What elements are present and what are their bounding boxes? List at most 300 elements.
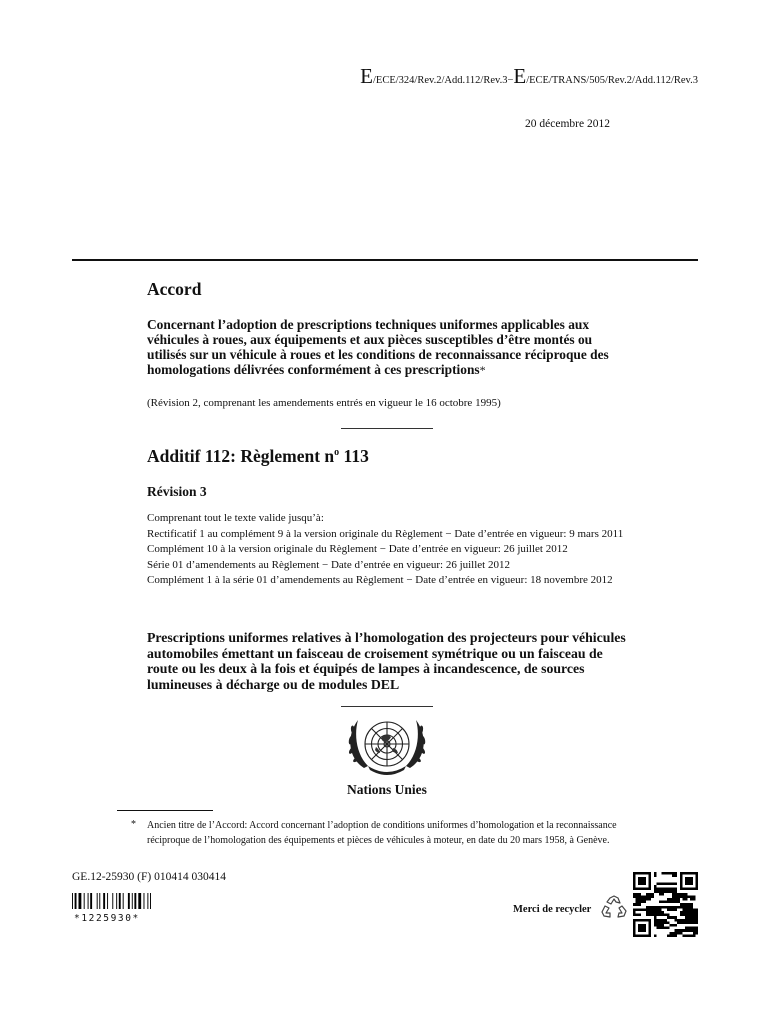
qr-cell [680,877,683,880]
qr-cell [659,908,662,911]
qr-cell [649,898,652,901]
qr-cell [633,875,636,878]
qr-cell [680,921,683,924]
qr-cell [662,919,665,922]
qr-cell [688,929,691,932]
barcode-bar [119,893,121,909]
barcode-bar [79,893,82,909]
qr-cell [695,885,698,888]
qr-cell [688,880,691,883]
barcode-bar [107,893,108,909]
qr-cell [659,890,662,893]
qr-cell [693,872,696,875]
qr-cell [643,901,646,904]
symbol-letter-e1: E [360,64,373,88]
agreement-revision-note: (Révision 2, comprenant les amendements entrés en vigueur le 16 octobre 1995) [147,397,501,409]
qr-cell [638,872,641,875]
qr-cell [664,882,667,885]
qr-cell [685,877,688,880]
barcode-bar [88,893,89,909]
qr-cell [669,890,672,893]
qr-cell [695,877,698,880]
qr-cell [664,914,667,917]
qr-cell [688,882,691,885]
qr-cell [641,895,644,898]
qr-cell [638,888,641,891]
contents-item: Série 01 d’amendements au Règlement − Date d’entrée en vigueur: 26 juillet 2012 [147,558,510,571]
qr-cell [677,919,680,922]
qr-cell [649,911,652,914]
qr-cell [677,895,680,898]
qr-cell [677,898,680,901]
qr-cell [656,890,659,893]
qr-cell [693,914,696,917]
qr-cell [638,898,641,901]
qr-cell [690,903,693,906]
qr-cell [659,927,662,930]
qr-cell [654,885,657,888]
qr-cell [633,914,636,917]
qr-cell [646,914,649,917]
qr-cell [672,934,675,937]
qr-cell [649,914,652,917]
qr-cell [682,898,685,901]
qr-cell [649,919,652,922]
qr-cell [662,872,665,875]
qr-cell [688,908,691,911]
qr-cell [690,929,693,932]
qr-cell [643,895,646,898]
qr-cell [677,893,680,896]
qr-cell [677,921,680,924]
qr-cell [680,914,683,917]
qr-cell [675,924,678,927]
qr-cell [667,882,670,885]
qr-cell [636,895,639,898]
barcode-bar [123,893,124,909]
qr-cell [675,901,678,904]
barcode-bar [147,893,148,909]
qr-cell [638,880,641,883]
qr-cell [672,898,675,901]
qr-cell [667,898,670,901]
qr-cell [641,888,644,891]
qr-cell [633,924,636,927]
qr-cell [638,914,641,917]
qr-cell [667,914,670,917]
qr-cell [636,872,639,875]
recycle-icon [599,894,629,922]
barcode-bar [132,893,133,909]
qr-cell [688,916,691,919]
qr-cell [643,872,646,875]
footnote-divider [117,810,213,811]
barcode-bar [97,893,98,909]
qr-cell [672,916,675,919]
qr-cell [690,927,693,930]
qr-cell [669,934,672,937]
qr-cell [667,906,670,909]
qr-cell [664,888,667,891]
qr-cell [659,893,662,896]
qr-cell [662,888,665,891]
qr-cell [633,882,636,885]
qr-cell [693,929,696,932]
qr-cell [677,929,680,932]
section-divider [341,428,433,429]
qr-cell [649,906,652,909]
qr-cell [669,882,672,885]
qr-cell [638,877,641,880]
qr-cell [667,927,670,930]
qr-cell [693,934,696,937]
qr-cell [688,877,691,880]
qr-cell [667,901,670,904]
qr-cell [649,921,652,924]
qr-cell [638,919,641,922]
qr-cell [695,919,698,922]
qr-cell [636,893,639,896]
qr-cell [695,916,698,919]
qr-cell [651,908,654,911]
qr-cell [688,927,691,930]
qr-cell [664,872,667,875]
qr-cell [690,911,693,914]
qr-cell [693,919,696,922]
qr-cell [662,882,665,885]
qr-cell [680,932,683,935]
document-date: 20 décembre 2012 [525,118,610,130]
qr-cell [682,872,685,875]
qr-cell [654,916,657,919]
qr-cell [669,906,672,909]
qr-cell [664,921,667,924]
barcode-bar [90,893,92,909]
qr-cell [633,877,636,880]
qr-cell [641,934,644,937]
qr-cell [680,929,683,932]
barcode-icon [72,893,187,915]
qr-cell [651,911,654,914]
qr-cell [636,914,639,917]
qr-cell [649,929,652,932]
qr-cell [633,932,636,935]
qr-cell [662,911,665,914]
qr-cell [654,919,657,922]
qr-cell [695,911,698,914]
qr-cell [675,906,678,909]
qr-cell [638,934,641,937]
qr-cell [675,888,678,891]
qr-cell [633,880,636,883]
qr-cell [649,908,652,911]
barcode-bar [128,893,130,909]
qr-cell [654,924,657,927]
qr-cell [641,919,644,922]
qr-cell [693,916,696,919]
qr-cell [638,927,641,930]
qr-cell [675,898,678,901]
qr-cell [667,934,670,937]
qr-cell [659,914,662,917]
qr-cell [649,934,652,937]
qr-cell [672,872,675,875]
qr-cell [672,888,675,891]
qr-cell [633,872,636,875]
qr-cell [690,906,693,909]
barcode-bar [103,893,105,909]
qr-cell [695,929,698,932]
qr-cell [685,908,688,911]
qr-cell [656,927,659,930]
footnote-text: Ancien titre de l’Accord: Accord concernant l’adoption de conditions uniformes d’homologation et la reconnaissance réciproque de l’homologation des équipements et pièces de véhicules à moteur, en date du 20 mars 1958, à Genève. [147,820,617,846]
addendum-title-prefix: Additif 112: Règlement n [147,446,335,466]
qr-cell [633,919,636,922]
qr-cell [656,908,659,911]
contents-intro: Comprenant tout le texte valide jusqu’à: [147,512,324,524]
regulation-subject: Prescriptions uniformes relatives à l’homologation des projecteurs pour véhicules automobiles émettant un faisceau de croisement symétrique ou un faisceau de route ou les deux à la fois et équipés de lampes à incandescence, de sources lumineuses à décharge ou de modules DEL [147,630,626,692]
qr-cell [672,908,675,911]
barcode-bar [99,893,100,909]
qr-cell [638,901,641,904]
qr-cell [685,906,688,909]
qr-cell [643,880,646,883]
contents-item: Rectificatif 1 au complément 9 à la version originale du Règlement − Date d’entrée en vigueur: 9 mars 2011 [147,527,624,540]
qr-cell [675,872,678,875]
qr-cell [664,919,667,922]
barcode-bar [144,893,145,909]
qr-cell [685,934,688,937]
qr-cell [672,924,675,927]
qr-cell [643,888,646,891]
qr-cell [685,893,688,896]
qr-cell [675,919,678,922]
section-divider [341,706,433,707]
contents-list [147,511,627,589]
qr-cell [646,888,649,891]
qr-cell [669,932,672,935]
qr-cell [682,911,685,914]
qr-cell [646,895,649,898]
barcode-bar [116,893,117,909]
qr-cell [646,872,649,875]
qr-cell [675,890,678,893]
qr-cell [675,934,678,937]
qr-cell [654,890,657,893]
header-divider [72,259,698,261]
qr-cell [649,932,652,935]
qr-cell [643,934,646,937]
qr-cell [649,877,652,880]
qr-cell [680,888,683,891]
qr-cell [646,893,649,896]
qr-cell [641,901,644,904]
barcode-bar [134,893,136,909]
qr-cell [680,872,683,875]
qr-cell [690,877,693,880]
qr-cell [641,877,644,880]
qr-cell [669,888,672,891]
qr-cell [667,872,670,875]
qr-cell [641,927,644,930]
qr-cell [662,921,665,924]
qr-cell [641,880,644,883]
qr-cell [695,908,698,911]
qr-cell [685,916,688,919]
qr-cell [669,924,672,927]
qr-cell [685,927,688,930]
qr-cell [641,929,644,932]
qr-cell [682,895,685,898]
qr-cell [643,929,646,932]
qr-cell [685,872,688,875]
un-emblem-icon [338,710,436,784]
qr-cell [677,932,680,935]
qr-cell [664,906,667,909]
qr-cell [682,893,685,896]
qr-cell [693,898,696,901]
qr-cell [656,888,659,891]
qr-cell [669,898,672,901]
qr-cell [680,882,683,885]
symbol-part-1: /ECE/324/Rev.2/Add.112/Rev.3 [373,75,508,86]
qr-cell [682,919,685,922]
qr-cell [633,888,636,891]
qr-cell [685,914,688,917]
barcode-bar [72,893,73,909]
qr-cell [688,888,691,891]
qr-cell [638,882,641,885]
qr-cell [690,921,693,924]
qr-cell [675,916,678,919]
qr-cell [680,875,683,878]
addendum-title-suffix: 113 [339,446,369,466]
qr-cell [638,893,641,896]
qr-cell [682,921,685,924]
qr-cell [656,882,659,885]
qr-cell [682,934,685,937]
qr-cell [672,882,675,885]
qr-cell [688,872,691,875]
qr-cell [693,927,696,930]
qr-cell [672,932,675,935]
qr-cell [690,898,693,901]
qr-cell [680,919,683,922]
qr-cell [654,906,657,909]
qr-cell [675,882,678,885]
symbol-separator: − [507,75,514,86]
recycle-message: Merci de recycler [513,904,592,915]
qr-cell [659,919,662,922]
barcode-bar [112,893,113,909]
qr-cell [695,927,698,930]
qr-cell [633,927,636,930]
qr-cell [695,880,698,883]
qr-cell [667,908,670,911]
symbol-letter-e2: E [513,64,527,88]
qr-cell [649,893,652,896]
qr-cell [649,924,652,927]
qr-cell [682,929,685,932]
document-symbol [270,64,698,89]
qr-cell [682,906,685,909]
qr-cell [675,932,678,935]
qr-cell [656,914,659,917]
qr-cell [688,903,691,906]
qr-cell [664,927,667,930]
qr-cell [649,895,652,898]
qr-cell [656,906,659,909]
qr-cell [685,929,688,932]
qr-cell [651,895,654,898]
qr-cell [693,888,696,891]
qr-cell [659,882,662,885]
qr-cell [633,929,636,932]
qr-cell [662,927,665,930]
qr-cell [667,888,670,891]
qr-cell [667,921,670,924]
qr-cell [695,888,698,891]
qr-cell [643,924,646,927]
qr-cell [682,903,685,906]
qr-cell [654,872,657,875]
qr-cell [659,921,662,924]
qr-cell [659,901,662,904]
qr-cell [669,901,672,904]
qr-cell [659,924,662,927]
qr-cell [690,908,693,911]
qr-cell [695,875,698,878]
agreement-concerning-text: Concernant l’adoption de prescriptions techniques uniformes applicables aux véhicules à roues, aux équipements et aux pièces susceptibles d’être montés ou utilisés sur un véhicule à roues et les conditions de reconnaissance réciproque des homologations délivrées conformément à ces prescriptions [147,317,609,377]
qr-cell [656,919,659,922]
qr-cell [651,893,654,896]
qr-cell [636,903,639,906]
qr-cell [654,875,657,878]
qr-cell [654,911,657,914]
contents-item: Complément 1 à la série 01 d’amendements au Règlement − Date d’entrée en vigueur: 18 novembre 2012 [147,574,613,586]
qr-cell [675,895,678,898]
qr-cell [633,921,636,924]
barcode-bar [150,893,151,909]
qr-cell [641,882,644,885]
qr-cell [680,880,683,883]
qr-cell [651,914,654,917]
qr-cell [659,911,662,914]
qr-cell [636,934,639,937]
qr-cell [643,898,646,901]
qr-cell [646,919,649,922]
qr-cell [680,885,683,888]
qr-cell [688,895,691,898]
qr-cell [633,893,636,896]
qr-cell [695,882,698,885]
addendum-title [147,446,369,467]
qr-cell [643,927,646,930]
qr-cell [664,890,667,893]
qr-cell [690,916,693,919]
qr-cell [693,908,696,911]
qr-cell [662,890,665,893]
agreement-concerning [147,317,617,378]
qr-cell [633,908,636,911]
qr-cell [638,929,641,932]
qr-cell [649,927,652,930]
qr-cell [633,885,636,888]
qr-cell [685,880,688,883]
qr-cell [633,903,636,906]
qr-cell [662,893,665,896]
qr-cell [667,890,670,893]
